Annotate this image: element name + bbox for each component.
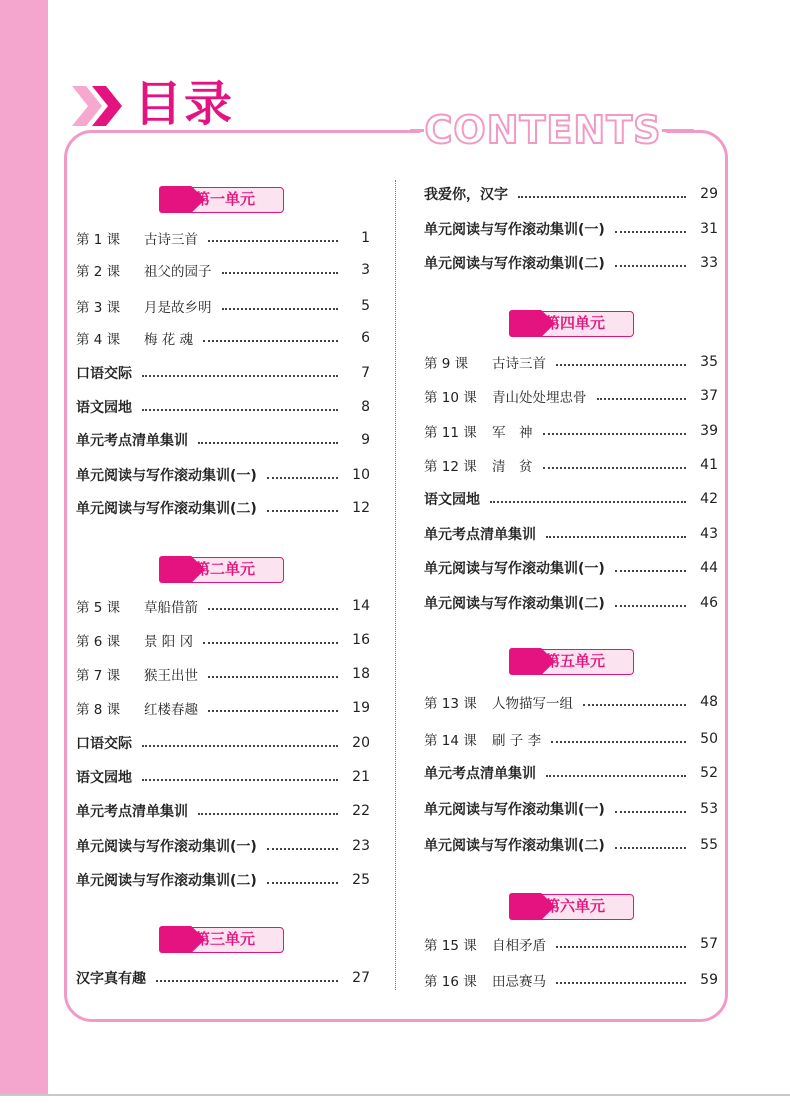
dot-leader (203, 642, 338, 644)
toc-entry[interactable] (424, 454, 718, 476)
lesson-number: 第 8 课 (76, 702, 121, 718)
dot-leader (518, 196, 686, 198)
lesson-number: 第 4 课 (76, 332, 121, 348)
dot-leader (142, 409, 338, 411)
toc-entry[interactable] (76, 497, 370, 519)
dot-leader (208, 676, 338, 678)
page-number: 18 (352, 666, 370, 682)
side-color-bar (0, 0, 48, 1094)
entry-title: 单元阅读与写作滚动集训(一) (76, 839, 257, 855)
entry-title: 口语交际 (76, 736, 132, 752)
unit-heading (160, 927, 284, 953)
toc-entry[interactable] (424, 762, 718, 784)
dot-leader (208, 240, 338, 242)
toc-entry[interactable] (76, 629, 370, 651)
dot-leader (615, 847, 686, 849)
unit-heading (510, 894, 634, 920)
column-divider (395, 180, 396, 990)
entry-title: 刷 子 李 (492, 733, 542, 749)
dot-leader (556, 364, 686, 366)
lesson-number: 第 16 课 (424, 974, 477, 990)
entry-title: 祖父的园子 (144, 264, 212, 280)
toc-entry[interactable] (424, 523, 718, 545)
lesson-number: 第 11 课 (424, 425, 477, 441)
entry-title: 梅 花 魂 (144, 332, 194, 348)
page-number: 53 (700, 801, 718, 817)
page-number: 3 (361, 262, 370, 278)
entry-title: 单元考点清单集训 (424, 527, 536, 543)
lesson-number: 第 6 课 (76, 634, 121, 650)
entry-title: 清 贫 (492, 459, 533, 475)
toc-entry[interactable] (76, 800, 370, 822)
toc-left-column (76, 0, 370, 1000)
dot-leader (546, 775, 686, 777)
dot-leader (267, 477, 338, 479)
unit-heading-label: 第三单元 (195, 930, 256, 948)
page-number: 48 (700, 694, 718, 710)
dot-leader (142, 745, 338, 747)
entry-title: 单元阅读与写作滚动集训(一) (424, 802, 605, 818)
entry-title: 单元阅读与写作滚动集训(一) (424, 222, 605, 238)
toc-entry[interactable] (424, 557, 718, 579)
toc-entry[interactable] (424, 218, 718, 240)
dot-leader (556, 982, 686, 984)
page-number: 25 (352, 872, 370, 888)
dot-leader (267, 882, 338, 884)
page-number: 43 (700, 526, 718, 542)
lesson-number: 第 2 课 (76, 264, 121, 280)
entry-title: 军 神 (492, 425, 533, 441)
unit-heading (160, 187, 284, 213)
toc-entry[interactable] (424, 420, 718, 442)
entry-title: 古诗三首 (144, 232, 198, 248)
lesson-number: 第 15 课 (424, 938, 477, 954)
toc-entry[interactable] (76, 967, 370, 989)
page-number: 22 (352, 803, 370, 819)
page-number: 10 (352, 467, 370, 483)
toc-entry[interactable] (76, 835, 370, 857)
entry-title: 单元考点清单集训 (424, 766, 536, 782)
page-number: 39 (700, 423, 718, 439)
page-number: 9 (361, 432, 370, 448)
dot-leader (222, 308, 339, 310)
entry-title: 田忌赛马 (492, 974, 546, 990)
dot-leader (556, 946, 686, 948)
page-number: 8 (361, 399, 370, 415)
unit-heading (510, 311, 634, 337)
page-number: 7 (361, 365, 370, 381)
dot-leader (615, 265, 686, 267)
toc-entry[interactable] (424, 252, 718, 274)
dot-leader (615, 231, 686, 233)
entry-title: 猴王出世 (144, 668, 198, 684)
page-number: 16 (352, 632, 370, 648)
lesson-number: 第 13 课 (424, 696, 477, 712)
unit-heading-label: 第六单元 (545, 897, 606, 915)
page-number: 42 (700, 491, 718, 507)
entry-title: 单元阅读与写作滚动集训(二) (424, 596, 605, 612)
toc-entry[interactable] (424, 592, 718, 614)
lesson-number: 第 9 课 (424, 356, 469, 372)
dot-leader (156, 980, 338, 982)
entry-title: 语文园地 (424, 492, 480, 508)
page-number: 35 (700, 354, 718, 370)
toc-entry[interactable] (424, 183, 718, 205)
entry-title: 单元考点清单集训 (76, 804, 188, 820)
lesson-number: 第 14 课 (424, 733, 477, 749)
dot-leader (543, 467, 687, 469)
lesson-number: 第 3 课 (76, 300, 121, 316)
entry-title: 单元阅读与写作滚动集训(二) (76, 873, 257, 889)
entry-title: 单元阅读与写作滚动集训(一) (424, 561, 605, 577)
dot-leader (615, 570, 686, 572)
page-number: 14 (352, 598, 370, 614)
bottom-edge (0, 1094, 790, 1107)
lesson-number: 第 7 课 (76, 668, 121, 684)
page-number: 21 (352, 769, 370, 785)
toc-entry[interactable] (76, 362, 370, 384)
dot-leader (546, 536, 686, 538)
toc-entry[interactable] (76, 766, 370, 788)
toc-entry[interactable] (76, 327, 370, 349)
page-number: 6 (361, 330, 370, 346)
toc-entry[interactable] (76, 259, 370, 281)
toc-entry[interactable] (76, 663, 370, 685)
entry-title: 单元考点清单集训 (76, 433, 188, 449)
dot-leader (597, 398, 687, 400)
page-number: 1 (361, 230, 370, 246)
toc-entry[interactable] (424, 351, 718, 373)
dot-leader (490, 501, 686, 503)
unit-heading-label: 第二单元 (195, 560, 256, 578)
entry-title: 单元阅读与写作滚动集训(一) (76, 468, 257, 484)
toc-entry[interactable] (424, 488, 718, 510)
entry-title: 青山处处埋忠骨 (492, 390, 587, 406)
dot-leader (208, 608, 338, 610)
dot-leader (198, 442, 338, 444)
lesson-number: 第 12 课 (424, 459, 477, 475)
dot-leader (222, 272, 339, 274)
toc-entry[interactable] (424, 834, 718, 856)
dot-leader (267, 510, 338, 512)
dot-leader (615, 605, 686, 607)
page-number: 37 (700, 388, 718, 404)
dot-leader (267, 848, 338, 850)
dot-leader (142, 375, 338, 377)
toc-entry[interactable] (76, 396, 370, 418)
dot-leader (208, 710, 338, 712)
lesson-number: 第 1 课 (76, 232, 121, 248)
dot-leader (543, 433, 687, 435)
page-number: 50 (700, 731, 718, 747)
entry-title: 单元阅读与写作滚动集训(二) (424, 256, 605, 272)
dot-leader (203, 340, 338, 342)
toc-entry[interactable] (76, 595, 370, 617)
page-number: 12 (352, 500, 370, 516)
toc-entry[interactable] (424, 385, 718, 407)
entry-title: 古诗三首 (492, 356, 546, 372)
dot-leader (142, 779, 338, 781)
entry-title: 口语交际 (76, 366, 132, 382)
toc-right-column (424, 0, 718, 1000)
unit-heading-label: 第一单元 (195, 190, 256, 208)
page-number: 46 (700, 595, 718, 611)
page-number: 19 (352, 700, 370, 716)
unit-heading (510, 649, 634, 675)
page-number: 31 (700, 221, 718, 237)
toc-entry[interactable] (76, 227, 370, 249)
toc-entry[interactable] (424, 933, 718, 955)
entry-title: 草船借箭 (144, 600, 198, 616)
lesson-number: 第 10 课 (424, 390, 477, 406)
contents-heading: CONTENTS (424, 108, 662, 152)
page-number: 41 (700, 457, 718, 473)
page-number: 57 (700, 936, 718, 952)
dot-leader (615, 811, 686, 813)
entry-title: 景 阳 冈 (144, 634, 194, 650)
entry-title: 我爱你，汉字 (424, 187, 508, 203)
page-number: 55 (700, 837, 718, 853)
page-number: 33 (700, 255, 718, 271)
entry-title: 语文园地 (76, 770, 132, 786)
page-number: 20 (352, 735, 370, 751)
toc-entry[interactable] (76, 429, 370, 451)
dot-leader (551, 741, 686, 743)
page-number: 44 (700, 560, 718, 576)
toc-entry[interactable] (424, 798, 718, 820)
toc-entry[interactable] (424, 969, 718, 991)
lesson-number: 第 5 课 (76, 600, 121, 616)
unit-heading-label: 第五单元 (545, 652, 606, 670)
page-number: 27 (352, 970, 370, 986)
entry-title: 人物描写一组 (492, 696, 573, 712)
toc-entry[interactable] (76, 697, 370, 719)
toc-entry[interactable] (424, 728, 718, 750)
entry-title: 单元阅读与写作滚动集训(二) (424, 838, 605, 854)
entry-title: 语文园地 (76, 400, 132, 416)
entry-title: 红楼春趣 (144, 702, 198, 718)
page-number: 23 (352, 838, 370, 854)
entry-title: 汉字真有趣 (76, 971, 146, 987)
page-number: 29 (700, 186, 718, 202)
toc-entry[interactable] (76, 295, 370, 317)
page-title: 目录 (134, 76, 235, 132)
entry-title: 单元阅读与写作滚动集训(二) (76, 501, 257, 517)
toc-entry[interactable] (424, 691, 718, 713)
dot-leader (583, 704, 686, 706)
page-number: 5 (361, 298, 370, 314)
toc-entry[interactable] (76, 732, 370, 754)
unit-heading (160, 557, 284, 583)
unit-heading-label: 第四单元 (545, 314, 606, 332)
toc-entry[interactable] (76, 869, 370, 891)
page-number: 59 (700, 972, 718, 988)
page-number: 52 (700, 765, 718, 781)
dot-leader (198, 813, 338, 815)
entry-title: 月是故乡明 (144, 300, 212, 316)
toc-entry[interactable] (76, 464, 370, 486)
entry-title: 自相矛盾 (492, 938, 546, 954)
